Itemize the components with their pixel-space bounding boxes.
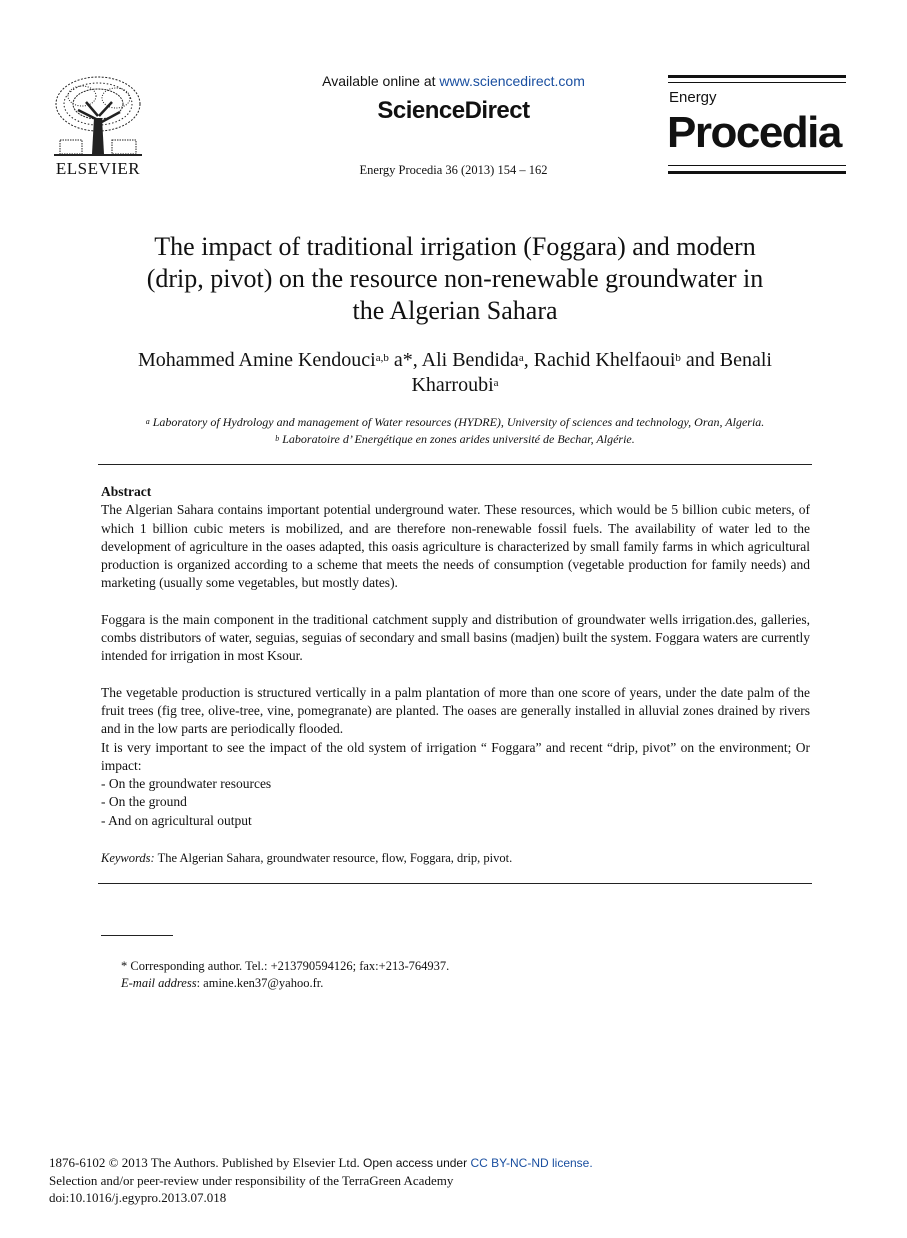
list-item: - On the groundwater resources — [101, 776, 272, 792]
author-affil-mark: a — [493, 377, 499, 389]
author-affil-mark: a,b — [375, 352, 389, 364]
author-name: Rachid Khelfaoui — [533, 349, 676, 371]
sciencedirect-brand: ScienceDirect — [377, 97, 530, 124]
footnote-rule — [101, 935, 173, 936]
logo-rule — [668, 171, 846, 174]
keywords-text: The Algerian Sahara, groundwater resource, flow, Foggara, drip, pivot. — [154, 851, 513, 865]
copyright-block — [49, 1154, 593, 1206]
section-divider — [98, 883, 812, 884]
author-list — [60, 348, 850, 398]
keywords — [101, 851, 810, 866]
abstract-heading: Abstract — [101, 484, 152, 499]
copyright-text: 1876-6102 © 2013 The Authors. Published by Elsevier Ltd. — [49, 1155, 364, 1170]
affiliation — [60, 414, 850, 431]
affiliations — [60, 414, 850, 448]
author-name: Mohammed Amine Kendouci — [138, 349, 376, 371]
affiliation-mark: b — [275, 434, 280, 443]
license-link[interactable]: CC BY-NC-ND license. — [470, 1156, 593, 1170]
journal-logo — [668, 75, 846, 175]
abstract-paragraph: Foggara is the main component in the traditional catchment supply and distribution of groundwater wells irrigation.des, galleries, combs distributors of water, seguias, seguias of secondary and small basins (madjen) built the system. Foggara waters are currently intended for irrigation in most Ksour. — [101, 611, 810, 664]
elsevier-wordmark: ELSEVIER — [55, 159, 141, 178]
affiliation-text: Laboratoire d’ Energétique en zones arides université de Bechar, Algérie. — [282, 432, 635, 446]
author-affil-mark: a — [518, 352, 524, 364]
affiliation — [60, 431, 850, 448]
logo-rule — [668, 75, 846, 78]
abstract-paragraph: The Algerian Sahara contains important potential underground water. These resources, which would be 5 billion cubic meters, of which 1 billion cubic meters is mobilized, and are therefore non-renewable fossil fuels. The availability of water led to the development of agriculture in the oases adapted, this oasis agriculture is characterized by small family farms in which agricultural production is organized according to a scheme that meets the needs of consumption (vegetable production for family needs) and marketing (usually some vegetables, but mostly dates). — [101, 502, 810, 591]
title-line: the Algerian Sahara — [352, 296, 558, 325]
title-line: (drip, pivot) on the resource non-renewable groundwater in — [146, 264, 764, 293]
title-line: The impact of traditional irrigation (Foggara) and modern — [154, 232, 756, 261]
logo-rule — [668, 165, 846, 166]
open-access-text: Open access under — [363, 1156, 471, 1170]
keywords-label: Keywords: — [101, 851, 155, 865]
author-name: Kharroubi — [411, 374, 494, 396]
abstract-paragraph: The vegetable production is structured vertically in a palm plantation of more than one score of years, under the date palm of the fruit trees (fig tree, olive-tree, vine, pomegranate) are planted. The oases are generally installed in alluvial zones drained by rivers and in the low parts are periodically flooded. — [101, 684, 810, 737]
section-divider — [98, 464, 812, 465]
footnote — [121, 958, 449, 992]
affiliation-text: Laboratory of Hydrology and management of Water resources (HYDRE), University of sciences and technology, Oran, Algeria. — [152, 415, 765, 429]
journal-word-procedia: Procedia — [667, 108, 841, 157]
abstract-section — [101, 483, 810, 830]
abstract-paragraph: It is very important to see the impact of the old system of irrigation “ Foggara” and recent “drip, pivot” on the environment; Or impact: — [101, 739, 810, 773]
journal-reference: Energy Procedia 36 (2013) 154 – 162 — [359, 163, 548, 177]
author-affil-mark: b — [675, 352, 681, 364]
list-item: - And on agricultural output — [101, 812, 252, 828]
logo-rule — [668, 82, 846, 83]
email-label: E-mail address — [121, 976, 197, 990]
doi[interactable]: doi:10.1016/j.egypro.2013.07.018 — [49, 1190, 227, 1205]
peer-review-note: Selection and/or peer-review under responsibility of the TerraGreen Academy — [49, 1173, 454, 1188]
affiliation-mark: a — [145, 417, 150, 426]
list-item: - On the ground — [101, 794, 187, 810]
author-sep: , — [523, 349, 534, 371]
author-sep: a*, — [388, 349, 422, 371]
article-title — [60, 231, 850, 327]
available-prefix: Available online at — [322, 73, 440, 89]
corresponding-author: * Corresponding author. Tel.: +213790594126; fax:+213-764937. — [121, 959, 450, 973]
author-sep: and Benali — [680, 349, 772, 371]
journal-word-energy: Energy — [669, 89, 717, 106]
sciencedirect-link[interactable]: www.sciencedirect.com — [439, 73, 585, 89]
email-address: : amine.ken37@yahoo.fr. — [196, 976, 324, 990]
author-name: Ali Bendida — [421, 349, 519, 371]
